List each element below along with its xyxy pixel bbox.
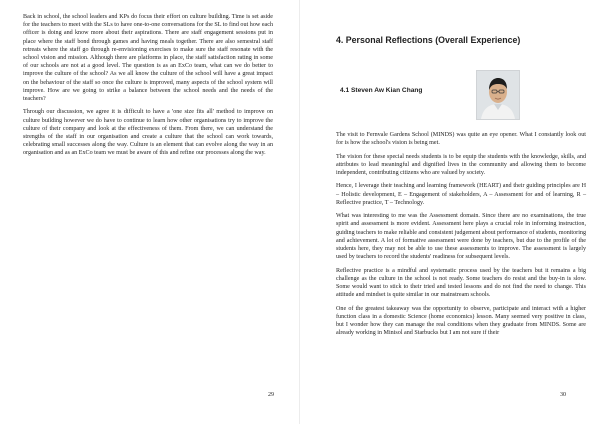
right-page-body bbox=[336, 131, 586, 343]
right-paragraph-4: What was interesting to me was the Assessment domain. Since there are no examinations, the true spirit and assessment is more evident. Assessment here plays a crucial role in informing instruction, guiding teachers to make reliable and consistent judgement about performance of students, monitoring and achievement. A lot of formative assessment were done by teachers, but due to the profile of the students here, they may not be able to use these assessments to improve. The assessment is largely used by teachers to record the students' readiness for subsequent levels. bbox=[336, 213, 586, 261]
right-paragraph-5: Reflective practice is a mindful and systematic process used by the teachers but it remains a big challenge as the culture in the school is not ready. Some teachers do resist and the buy-in is slow. Some would want to stick to their tried and tested lessons and do not find the need to change. This attitude and mindset is quite similar in our mainstream schools. bbox=[336, 267, 586, 299]
page-number-left: 29 bbox=[268, 392, 274, 398]
author-subheading: 4.1 Steven Aw Kian Chang bbox=[340, 87, 423, 94]
left-paragraph-2: Through our discussion, we agree it is difficult to have a 'one size fits all' method to improve on culture building however we do have to continue to learn how other organisations try to improve the culture of their company and look at the effectiveness of them. From there, we can understand the strengths of the staff in our organisation and create a culture that the school can work towards, celebrating small successes along the way. Culture is an element that can evolve along the way in an organisation and as an ExCo team we must be aware of this and refine our processes along the way. bbox=[23, 109, 273, 157]
right-paragraph-2: The vision for these special needs students is to be equip the students with the knowledge, skills, and attributes to lead meaningful and dignified lives in the community and allowing them to become independent, contributing citizens who are valued by society. bbox=[336, 153, 586, 176]
page-number-right: 30 bbox=[560, 392, 566, 398]
person-portrait-icon bbox=[477, 71, 519, 119]
left-paragraph-1: Back in school, the school leaders and KPs do focus their effort on culture building. Time is set aside for the teachers to meet with the SLs to have one-to-one conversations for the SL to find out how each officer is doing and know more about their aspirations. There are staff engagement sessions put in place where the staff bond through games and having meals together. There are also semestral staff retreats where the staff go through re-envisioning exercises to make sure the staff resonate with the school vision and mission. Although there are platforms in place, the staff satisfaction rating in some of our schools are not at a good level. The question is as an ExCo team, what can we do better to improve the culture of the school? As we all know the culture of the school will have a great impact on the behaviour of the staff so once the culture is improved, many aspects of the school system will improve. How are we going to strike a balance between the school needs and the needs of the teachers? bbox=[23, 14, 273, 103]
right-paragraph-6: One of the greatest takeaway was the opportunity to observe, participate and interact with a higher function class in a domestic Science (home economics) lesson. Many seemed very positive in class, but I wonder how they can manage the real conditions when they graduate from MINDS. Some are already working in Minisol and Starbucks but I am not sure if their bbox=[336, 305, 586, 337]
right-page bbox=[300, 0, 600, 424]
right-paragraph-3: Hence, I leverage their teaching and learning framework (HEART) and their guiding principles are H – Holistic development, E – Engagement of stakeholders, A – Assessment for and of learning, R – Reflective practice, T – Technology. bbox=[336, 183, 586, 206]
section-heading: 4. Personal Reflections (Overall Experience) bbox=[336, 35, 521, 45]
author-header bbox=[336, 70, 586, 126]
author-photo bbox=[476, 70, 520, 120]
left-page-body bbox=[23, 13, 273, 163]
right-paragraph-1: The visit to Fernvale Gardens School (MINDS) was quite an eye opener. What I constantly look out for is how the school's vision is being met. bbox=[336, 132, 586, 147]
